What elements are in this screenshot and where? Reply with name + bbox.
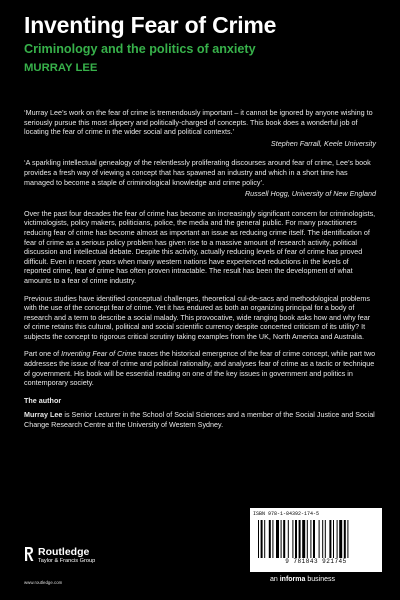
author-heading: The author: [24, 395, 62, 405]
barcode-digits: 9 781843 921745: [285, 558, 347, 565]
book-subtitle: Criminology and the politics of anxiety: [24, 42, 256, 56]
book-title: Inventing Fear of Crime: [24, 12, 277, 38]
description-text: Part one of: [24, 349, 62, 359]
publisher-group: Taylor & Francis Group: [38, 558, 96, 564]
quote-attribution: Stephen Farrall, Keele University: [270, 138, 376, 148]
barcode: [250, 508, 382, 572]
quote-text: ‘Murray Lee’s work on the fear of crime is tremendously important – it cannot be ignored by anyone wishing to seriously pursue this most slippery and politically-charged of concepts. This book does a wonderful job of locating the fear of crime in the wider social and political contexts.’: [24, 108, 373, 137]
book-author: MURRAY LEE: [24, 62, 98, 74]
author-bio-text: is Senior Lecturer in the School of Social Sciences and a member of the Social Justice and Social Change Research Centre at the University of Western Sydney.: [24, 410, 375, 430]
author-name: Murray Lee: [24, 410, 63, 420]
routledge-r-icon: [24, 546, 34, 562]
informa-brand: informa: [279, 576, 306, 583]
description-paragraph: Over the past four decades the fear of crime has become an increasingly significant concern for criminologists, victimologists, policy makers, politicians, police, the media and the general public. For many practitioners reducing fear of crime has become almost as important an issue as reducing crime itself. The identification of fear of crime as a serious policy problem has given rise to a massive amount of research activity, political discussion and intellectual debate. Despite this activity, actually reducing levels of fear of crime has proved difficult. Even in recent years when many western nations have experienced reductions in the levels of reported crime, fear of crime has often proven intractable. The result has been the development of what amounts to a fear of crime industry.: [24, 208, 376, 285]
description-text: traces the historical emergence of the fear of crime concept, while part two addresses the issue of fear of crime and political rationality, and analyses fear of crime as a tactic or technique of government. His book will be essential reading on one of the key issues in government and politics in contemporary society.: [24, 349, 376, 388]
description-paragraph: Previous studies have identified conceptual challenges, theoretical cul-de-sacs and methodological problems with the use of the concept fear of crime. Yet it has endured as both an organizing principal for a body of research and a term to describe a social malady. This provocative, wide ranging book asks how and why fear of crime retains this cultural, political and social scientific currency despite concerted criticism of its utility? It subjects the concept to rigorous critical scrutiny taking examples from the UK, North America and Australia.: [24, 293, 371, 341]
quote-text: ‘A sparkling intellectual genealogy of the relentlessly proliferating discourses around fear of crime, Lee’s book provides a fresh way of viewing a concept that has spawned an industry and which in a short time has managed to become a staple of criminological knowledge and crime policy’.: [24, 158, 371, 187]
quote-attribution: Russell Hogg, University of New England: [244, 189, 376, 199]
publisher-url: www.routledge.com: [24, 580, 63, 585]
publisher-name: Routledge: [38, 546, 90, 558]
publisher-logo: [24, 546, 95, 565]
informa-tagline: [270, 576, 335, 583]
isbn-label: ISBN 978-1-84392-174-5: [253, 511, 320, 517]
description-paragraph: [24, 349, 376, 387]
informa-prefix: an: [270, 576, 280, 583]
barcode-bars: [258, 520, 374, 558]
informa-suffix: business: [305, 576, 335, 583]
cover-header: [24, 12, 390, 75]
back-cover-text: [24, 108, 376, 430]
author-bio: [24, 410, 376, 429]
book-title-inline: Inventing Fear of Crime: [61, 349, 137, 359]
